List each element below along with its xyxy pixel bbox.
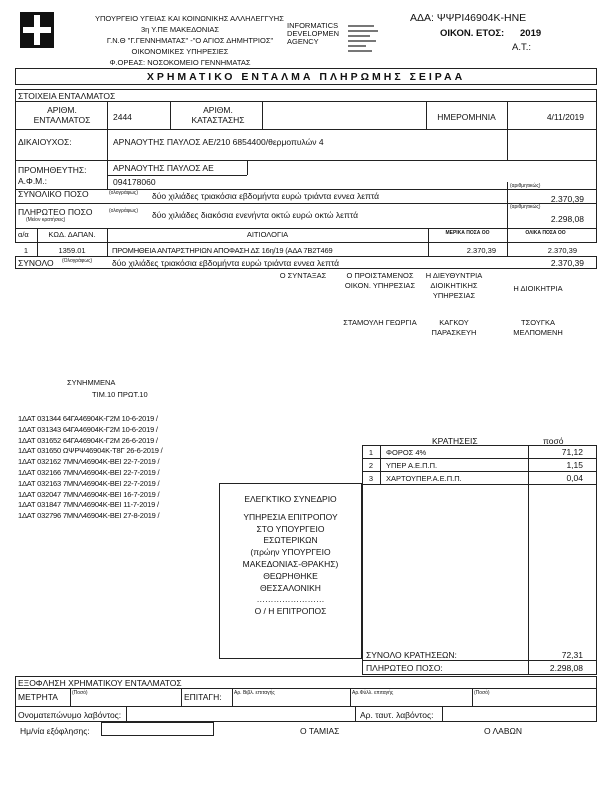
supplier-afm: 094178060 [113, 177, 156, 187]
logo-text-3: AGENCY [287, 37, 319, 46]
sig-director-title-1: Η ΔΙΕΥΘΥΝΤΡΙΑ [425, 271, 483, 280]
sig-head-name: ΣΤΑΜΟΥΛΗ ΓΕΩΡΓΙΑ [343, 318, 417, 327]
order-date: 4/11/2019 [546, 112, 584, 122]
audit-court-line: ΥΠΗΡΕΣΙΑ ΕΠΙΤΡΟΠΟΥ [243, 511, 338, 522]
audit-court-line: (πρώην ΥΠΟΥΡΓΕΙΟ [250, 547, 331, 558]
sum-label: ΣΥΝΟΛΟ [18, 258, 54, 268]
sig-head-title-2: ΟΙΚΟΝ. ΥΠΗΡΕΣΙΑΣ [344, 281, 416, 290]
deduction-amount: 1,15 [566, 460, 583, 470]
payable-label: ΠΛΗΡΩΤΕΟ ΠΟΣΟ [18, 207, 93, 217]
attachments-count: ΤΙΜ.10 ΠΡΩΤ.10 [92, 390, 148, 399]
audit-court-line: …………………… [256, 594, 325, 605]
deduction-name: ΧΑΡΤΟΥΠΕΡ.Α.Ε.Π.Π. [386, 474, 462, 483]
ministry-name: ΥΠΟΥΡΓΕΙΟ ΥΓΕΙΑΣ ΚΑΙ ΚΟΙΝΩΝΙΚΗΣ ΑΛΛΗΛΕΓΓΥΗΣ [95, 14, 284, 23]
attachment-item: 1ΔΑΤ 031344 64ΓΑ46904Κ-Γ2Μ 10-6-2019 / [18, 414, 158, 423]
date-label: ΗΜΕΡΟΜΗΝΙΑ [437, 112, 496, 122]
audit-court-line: ΘΕΩΡΗΘΗΚΕ [263, 570, 318, 581]
region-name: 3η Υ.ΠΕ ΜΑΚΕΔΟΝΙΑΣ [141, 25, 219, 34]
total-words: δύο χιλιάδες τριακόσια εβδομήντα ευρώ τριάντα εννεα λεπτά [152, 191, 380, 201]
order-no-label: ΑΡΙΘΜ. ΕΝΤΑΛΜΑΤΟΣ [33, 105, 91, 125]
deduction-name: ΦΟΡΟΣ 4% [386, 448, 427, 457]
logo-fine-print [348, 24, 380, 54]
cheque-book-field[interactable]: Αρ. Βιβλ. επιταγής [234, 690, 275, 696]
beneficiary-label: ΔΙΚΑΙΟΥΧΟΣ: [18, 137, 72, 147]
sig-head-title-1: Ο ΠΡΟΙΣΤΑΜΕΝΟΣ [346, 271, 414, 280]
logo-text-1: INFORMATICS [287, 21, 339, 30]
col-totals: ΟΛΙΚΑ ΠΟΣΑ ΟΟ [525, 230, 566, 236]
deduction-amount: 0,04 [566, 473, 583, 483]
attachment-item: 1ΔΑΤ 032162 7ΜΝΛ46904Κ-ΒΕΙ 22-7-2019 / [18, 457, 160, 467]
sig-governor-name-2: ΜΕΛΠΟΜΕΝΗ [513, 328, 563, 337]
beneficiary: ΑΡΝΑΟΥΤΗΣ ΠΑΥΛΟΣ ΑΕ/210 6854400/θερμοπυλών 4 [113, 137, 324, 147]
payable-words: δύο χιλιάδες διακόσια ενενήντα οκτώ ευρώ οκτώ λεπτά [152, 210, 358, 220]
sum-amount: 2.370,39 [550, 258, 584, 268]
cashier-signature: Ο ΤΑΜΙΑΣ [300, 726, 340, 736]
col-code: ΚΩΔ. ΔΑΠΑΝ. [48, 230, 96, 239]
total-label: ΣΥΝΟΛΙΚΟ ΠΟΣΟ [18, 189, 89, 199]
deductions-label: ΚΡΑΤΗΣΕΙΣ [432, 436, 478, 446]
details-section-label: ΣΤΟΙΧΕΙΑ ΕΝΤΑΛΜΑΤΟΣ [18, 91, 116, 101]
sig-director-title-2: ΔΙΟΙΚΗΤΙΚΗΣ [430, 281, 478, 290]
settlement-date-field[interactable] [101, 722, 214, 736]
attachment-item: 1ΔΑΤ 032166 7ΜΝΛ46904Κ-ΒΕΙ 22-7-2019 / [18, 467, 160, 477]
attachment-item: 1ΔΑΤ 031343 64ΓΑ46904Κ-Γ2Μ 10-6-2019 / [18, 424, 158, 434]
fiscal-year: 2019 [520, 28, 542, 39]
sig-governor-title: Η ΔΙΟΙΚΗΤΡΙΑ [513, 284, 563, 293]
settlement-label: ΕΞΟΦΛΗΣΗ ΧΡΗΜΑΤΙΚΟΥ ΕΝΤΑΛΜΑΤΟΣ [18, 678, 182, 688]
row-total: 2.370,39 [547, 246, 577, 255]
audit-court-line: Ο / Η ΕΠΙΤΡΟΠΟΣ [254, 606, 327, 617]
order-no: 2444 [113, 112, 132, 122]
audit-court-text [219, 494, 362, 618]
cheque-sheet-field[interactable]: Αρ.Φύλλ. επιταγής [352, 690, 394, 696]
col-reason: ΑΙΤΙΟΛΟΓΙΑ [246, 230, 289, 239]
cash-label: ΜΕΤΡΗΤΑ [18, 692, 58, 702]
supplier-name: ΑΡΝΑΟΥΤΗΣ ΠΑΥΛΟΣ ΑΕ [113, 163, 214, 173]
receiver-signature: Ο ΛΑΒΩΝ [484, 726, 523, 736]
list-no-label: ΑΡΙΘΜ. ΚΑΤΑΣΤΑΣΗΣ [191, 105, 245, 125]
afm-label: Α.Φ.Μ.: [18, 176, 47, 186]
deduction-name: ΥΠΕΡ Α.Ε.Π.Π. [386, 461, 438, 470]
attachment-item: 1ΔΑΤ 032163 7ΜΝΛ46904Κ-ΒΕΙ 22-7-2019 / [18, 478, 160, 488]
cash-amount-field[interactable]: (Ποσό) [72, 690, 88, 696]
col-partial: ΜΕΡΙΚΑ ΠΟΣΑ ΟΟ [445, 230, 490, 236]
col-aa: α/α [18, 230, 29, 239]
sig-governor-name-1: ΤΣΟΥΓΚΑ [521, 318, 555, 327]
services-name: ΟΙΚΟΝΟΜΙΚΕΣ ΥΠΗΡΕΣΙΕΣ [131, 47, 229, 56]
ministry-logo [20, 12, 54, 48]
payable-words-note: (ολογράφως) [109, 208, 139, 214]
sum-note: (Ολογράφως) [62, 258, 93, 264]
logo-text-2: DEVELOPMEN [287, 29, 340, 38]
hospital-name: Γ.Ν.Θ "Γ.ΓΕΝΝΗΜΑΤΑΣ" -"Ο ΑΓΙΟΣ ΔΗΜΗΤΡΙΟΣ" [106, 36, 274, 45]
at-label: Α.Τ.: [512, 42, 532, 53]
attachment-item: 1ΔΑΤ 031652 64ΓΑ46904Κ-Γ2Μ 26-6-2019 / [18, 435, 158, 445]
net-payable-label: ΠΛΗΡΩΤΕΟ ΠΟΣΟ: [366, 663, 443, 673]
cheque-label: ΕΠΙΤΑΓΗ: [184, 692, 222, 702]
audit-court-line: ΕΣΩΤΕΡΙΚΩΝ [263, 535, 318, 546]
row-code: 1359.01 [58, 246, 86, 255]
sig-drafter: Ο ΣΥΝΤΑΞΑΣ [279, 271, 327, 280]
sum-words: δύο χιλιάδες τριακόσια εβδομήντα ευρώ τριάντα εννεα λεπτά [112, 258, 340, 268]
row-partial: 2.370,39 [466, 246, 496, 255]
net-payable: 2.298,08 [549, 663, 583, 673]
deductions-amount-label: ποσό [543, 436, 564, 446]
supplier-label: ΠΡΟΜΗΘΕΥΤΗΣ: [18, 165, 87, 175]
attachments-label: ΣΥΝΗΜΜΕΝΑ [67, 378, 116, 387]
attachments-list [18, 414, 163, 522]
sig-director-name-1: ΚΑΓΚΟΥ [439, 318, 469, 327]
attachment-item: 1ΔΑΤ 031650 ΩΨΡΨ46904Κ-Τ8Γ 26-6-2019 / [18, 446, 163, 456]
total-number-note: (αριθμητικώς) [510, 183, 541, 189]
audit-court-line: ΕΛΕΓΚΤΙΚΟ ΣΥΝΕΔΡΙΟ [244, 494, 337, 504]
fiscal-year-label: ΟΙΚΟΝ. ΕΤΟΣ: [440, 28, 505, 39]
receiver-id-label: Αρ. ταυτ. λαβόντος: [360, 710, 434, 720]
page-title: ΧΡΗΜΑΤΙΚΟ ΕΝΤΑΛΜΑ ΠΛΗΡΩΜΗΣ ΣΕΙΡΑΑ [146, 71, 466, 83]
audit-court-line: ΘΕΣΣΑΛΟΝΙΚΗ [260, 582, 321, 593]
receiver-name-label: Ονοματεπώνυμο λαβόντος: [18, 710, 122, 720]
settlement-date-label: Ημ/νία εξόφλησης: [20, 726, 90, 736]
attachment-item: 1ΔΑΤ 031847 7ΜΝΛ46904Κ-ΒΕΙ 11-7-2019 / [18, 500, 159, 510]
payable-note: (Μείον κρατήσεις) [26, 217, 66, 223]
audit-court-line: ΜΑΚΕΔΟΝΙΑΣ-ΘΡΑΚΗΣ) [242, 558, 339, 569]
sig-director-name-2: ΠΑΡΑΣΚΕΥΗ [431, 328, 477, 337]
row-reason: ΠΡΟΜΗΘΕΙΑ ΑΝΤΑΡΣΤΗΡΙΩΝ ΑΠΟΦΑΣΗ ΔΣ 16η/19 (ΑΔΑ 7Β2Τ469 [112, 246, 333, 255]
cheque-amount-field[interactable]: (Ποσό) [474, 690, 490, 696]
attachment-item: 1ΔΑΤ 032796 7ΜΝΛ46904Κ-ΒΕΙ 27-8-2019 / [18, 511, 160, 521]
unit-name: Φ.ΟΡΕΑΣ: ΝΟΣΟΚΟΜΕΙΟ ΓΕΝΝΗΜΑΤΑΣ [109, 58, 251, 67]
di-agency-logo [287, 22, 339, 46]
payable-amount: 2.298,08 [550, 214, 584, 224]
ada-code: ΑΔΑ: ΨΨΡΙ46904Κ-ΗΝΕ [410, 12, 527, 24]
total-amount: 2.370,39 [550, 194, 584, 204]
deductions-total: 72,31 [561, 650, 583, 660]
deduction-no: 2 [368, 461, 374, 470]
audit-court-line: ΣΤΟ ΥΠΟΥΡΓΕΙΟ [256, 523, 325, 534]
row-aa: 1 [23, 246, 29, 255]
deduction-amount: 71,12 [561, 447, 583, 457]
deductions-total-label: ΣΥΝΟΛΟ ΚΡΑΤΗΣΕΩΝ: [366, 650, 457, 660]
deduction-no: 3 [368, 474, 374, 483]
total-words-note: (ολογράφως) [109, 190, 139, 196]
payable-number-note: (αριθμητικώς) [510, 204, 541, 210]
sig-director-title-3: ΥΠΗΡΕΣΙΑΣ [432, 291, 476, 300]
deduction-no: 1 [368, 448, 374, 457]
attachment-item: 1ΔΑΤ 032047 7ΜΝΛ46904Κ-ΒΕΙ 16-7-2019 / [18, 489, 160, 499]
